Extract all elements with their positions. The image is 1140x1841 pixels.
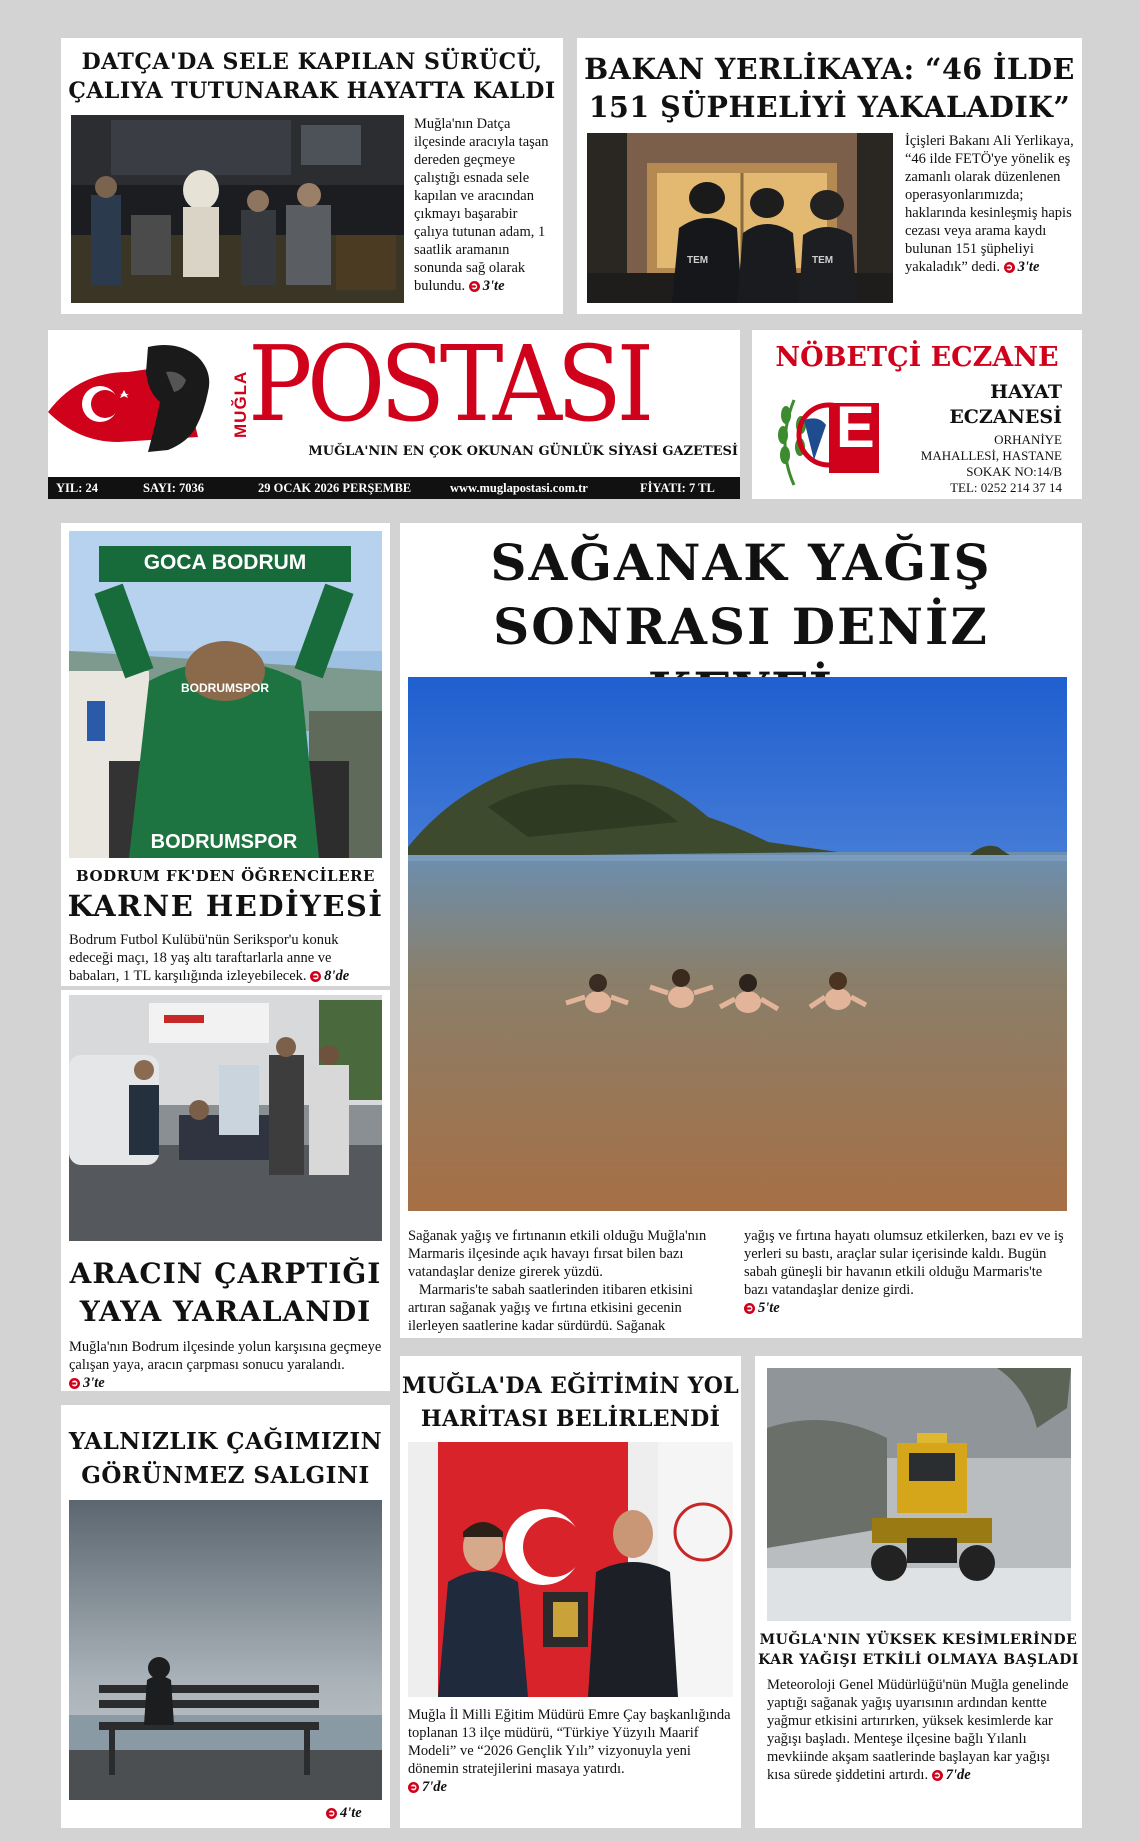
education-directors-photo [408,1442,733,1697]
story-yerlikaya-ref[interactable]: ➲ 3'te [1005,259,1040,275]
story-yalnizlik-headline[interactable]: YALNIZLIK ÇAĞIMIZIN GÖRÜNMEZ SALGINI [68,1428,383,1489]
scarf-text: GOCA BODRUM [143,551,307,574]
issue-number: SAYI: 7036 [143,481,205,495]
story-kar[interactable] [755,1356,1082,1828]
story-bodrum-headline-big[interactable]: KARNE HEDİYESİ [67,889,384,923]
vest-label: TEM [687,255,709,266]
arrow-icon: ➲ [327,1808,336,1818]
pharmacy-name: HAYAT ECZANESİ [949,381,1062,428]
story-yalnizlik-ref[interactable]: ➲ 4'te [327,1805,362,1821]
website-link[interactable]: www.muglapostasi.com.tr [450,481,588,495]
pharmacy-box [752,330,1082,499]
marmaris-swimmers-photo [408,677,1067,1211]
pharmacy-logo-letter: E [836,395,875,460]
jacket-text: BODRUMSPOR [180,681,269,695]
accident-scene-photo [69,995,382,1241]
tagline: MUĞLA'NIN EN ÇOK OKUNAN GÜNLÜK SİYASİ GAZETESİ [308,444,738,459]
story-yerlikaya-body: İçişleri Bakanı Ali Yerlikaya, “46 ilde FETÖ'ye yönelik eş zamanlı olarak düzenlenen operasyonlarımızda; haklarında kesinleşmiş hapis cezası veya arama kaydı bulunan 151 şüpheliyi yakaladık” dedi. ➲ 3'te [905,133,1074,275]
story-egitim-body: Muğla İl Milli Eğitim Müdürü Emre Çay başkanlığında toplanan 13 ilçe müdürü, “Türkiye Yüzyılı Maarif Modeli” ve “2026 Gençlik Yılı” vizyonuyla yeni dönemin stratejilerini masaya yatırdı. ➲ 7'de [408,1707,731,1795]
brand-main: POSTASI [248,330,649,445]
issue-info-strip [48,477,740,499]
story-yaya[interactable] [61,990,390,1391]
story-sea-headline[interactable]: SAĞANAK YAĞIŞ SONRASI DENİZ [490,533,992,656]
pharmacy-title: NÖBETÇİ ECZANE [775,342,1059,373]
story-yerlikaya[interactable] [577,38,1082,314]
story-yerlikaya-headline[interactable]: BAKAN YERLİKAYA: “46 İLDE 151 ŞÜPHELİYİ YAKALADIK” [584,52,1075,124]
story-yaya-headline[interactable]: ARACIN ÇARPTIĞI YAYA YARALANDI [69,1257,382,1328]
arrow-icon: ➲ [745,1303,754,1313]
story-yaya-ref[interactable]: ➲ 3'te [70,1375,105,1391]
masthead [48,330,740,477]
story-egitim-headline[interactable]: MUĞLA'DA EĞİTİMİN YOL HARİTASI BELİRLENDİ [402,1373,739,1432]
issue-date: 29 OCAK 2026 PERŞEMBE [258,481,412,495]
tem-operation-photo [587,133,893,303]
arrow-icon: ➲ [933,1770,941,1780]
story-kar-ref[interactable]: ➲ 7'de [933,1767,971,1783]
vest-label: TEM [812,255,834,266]
story-datca-ref[interactable]: ➲ 3'te [470,278,505,294]
story-yalnizlik[interactable] [61,1405,390,1828]
issue-price: FİYATI: 7 TL [640,481,715,495]
story-sea-col1: Sağanak yağış ve fırtınanın etkili olduğu Muğla'nın Marmaris ilçesinde açık havayı fırsat bilen bazı vatandaşlar denize girerek yüzdü. Marmaris'te sabah saatlerinden itibaren etkisini artıran sağanak yağış ve fırtına etkisini gecenin ilerleyen saatlerine kadar sürdürdü. Sağanak [408,1228,707,1334]
snowplow-photo [767,1368,1071,1621]
issue-year: YIL: 24 [56,481,99,495]
story-bodrum-headline-small[interactable]: BODRUM FK'DEN ÖĞRENCİLERE [76,867,375,885]
arrow-icon: ➲ [70,1378,79,1388]
flag-ataturk-logo [48,342,218,454]
brand-top: MUĞLA [231,370,250,438]
story-kar-headline[interactable]: MUĞLA'NIN YÜKSEK KESİMLERİNDE KAR YAĞIŞI ETKİLİ OLMAYA BAŞLADI [758,1632,1079,1668]
jacket-text-back: BODRUMSPOR [150,831,298,853]
arrow-icon: ➲ [470,281,479,291]
arrow-icon: ➲ [1005,262,1013,272]
story-datca-headline[interactable]: DATÇA'DA SELE KAPILAN SÜRÜCÜ, ÇALIYA TUTUNARAK HAYATTA KALDI [68,49,556,104]
story-datca[interactable] [61,38,563,314]
story-bodrum-body: Bodrum Futbol Kulübü'nün Serikspor'u konuk edeceği maçı, 18 yaş altı taraftarlarla anne ve babaları, 1 TL karşılığında izleyebilecek. ➲ 8'de [69,932,350,984]
story-sea-col2: yağış ve fırtına hayatı olumsuz etkilerken, bazı ev ve iş yerleri su bastı, araçlar sular içerisinde kaldı. Bugün sabah güneşli bir havanın etkili olduğu Marmaris'te bazı vatandaşlar denize girdi. ➲ 5'te [744,1228,1064,1316]
story-sea-ref[interactable]: ➲ 5'te [745,1300,780,1316]
pharmacy-address: ORHANİYE MAHALLESİ, HASTANE SOKAK NO:14/B TEL: 0252 214 37 14 [920,432,1062,495]
story-egitim-ref[interactable]: ➲ 7'de [409,1779,447,1795]
story-kar-body: Meteoroloji Genel Müdürlüğü'nün Muğla genelinde yaptığı sağanak yağış uyarısının ardından kentte yağmur etkisini artırırken, yüksek kesimlerde kar yağışı başladı. Menteşe ilçesine bağlı Yılanlı mevkiinde akşam saatlerinde başlayan kar yağışı kısa sürede şiddetini artırdı. ➲ 7'de [767,1677,1069,1783]
arrow-icon: ➲ [409,1782,418,1792]
lonely-bench-photo [69,1500,382,1800]
story-egitim[interactable] [400,1356,741,1828]
story-datca-body: Muğla'nın Datça ilçesinde aracıyla taşan dereden geçmeye çalıştığı esnada sele kapılan ve aracından çıkmayı başarabir çalıya tutunan adam, 1 saatlik aramanın sonunda sağ olarak bulundu. ➲ 3'te [414,116,549,294]
story-sea[interactable] [400,523,1082,1338]
datca-rescue-photo [71,115,404,303]
arrow-icon: ➲ [311,971,320,981]
story-yaya-body: Muğla'nın Bodrum ilçesinde yolun karşısına geçmeye çalışan yaya, aracın çarpması sonucu yaralandı. ➲ 3'te [69,1339,382,1391]
story-bodrum-ref[interactable]: ➲ 8'de [311,968,350,984]
story-bodrum[interactable] [61,523,390,986]
bodrumspor-fan-photo [69,531,382,858]
